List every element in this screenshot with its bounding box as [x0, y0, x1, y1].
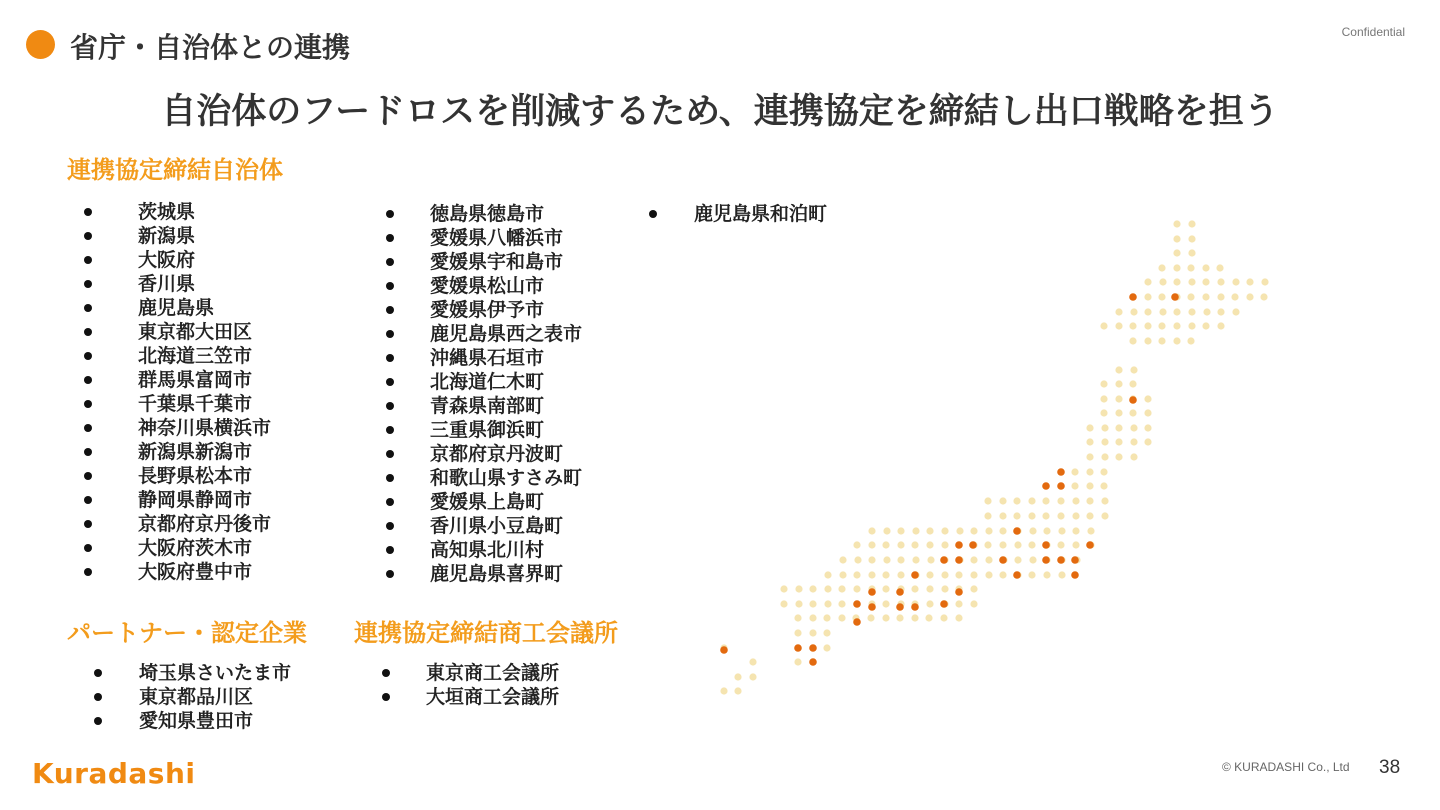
map-dot	[941, 571, 948, 578]
map-dot-highlight	[955, 588, 963, 596]
map-dot	[839, 571, 846, 578]
list-item-label: 千葉県千葉市	[138, 393, 253, 415]
map-dot	[1188, 249, 1195, 256]
map-dot	[749, 658, 756, 665]
list-item-label: 東京商工会議所	[426, 662, 560, 684]
map-dot	[1043, 527, 1050, 534]
map-dot	[897, 571, 904, 578]
map-dot	[1013, 497, 1020, 504]
list-item-label: 新潟県	[138, 225, 196, 247]
map-dot	[1202, 278, 1209, 285]
list-item-label: 群馬県富岡市	[138, 369, 253, 391]
map-dot	[1115, 308, 1122, 315]
map-dot	[984, 512, 991, 519]
map-dot	[926, 541, 933, 548]
map-dot	[1086, 453, 1093, 460]
map-dot-highlight	[1013, 571, 1021, 579]
list-item-label: 愛媛県八幡浜市	[430, 227, 564, 249]
list-item-label: 高知県北川村	[430, 539, 545, 561]
list-item-label: 沖縄県石垣市	[430, 347, 545, 369]
map-dot	[1173, 264, 1180, 271]
map-dot	[795, 600, 802, 607]
map-dot	[1087, 527, 1094, 534]
map-dot-highlight	[911, 603, 919, 611]
map-dot	[868, 541, 875, 548]
list-item-label: 愛媛県上島町	[430, 491, 545, 513]
map-dot	[1115, 380, 1122, 387]
map-dot	[809, 600, 816, 607]
map-dot	[1217, 293, 1224, 300]
map-dot	[720, 687, 727, 694]
map-dot	[956, 527, 963, 534]
list-item-label: 徳島県徳島市	[430, 203, 545, 225]
list-item-label: 大阪府茨木市	[138, 537, 253, 559]
list-item-label: 北海道仁木町	[430, 371, 545, 393]
map-dot-highlight	[940, 600, 948, 608]
map-dot	[1100, 482, 1107, 489]
map-dot	[1029, 527, 1036, 534]
list-item-label: 神奈川県横浜市	[138, 417, 272, 439]
map-dot	[1144, 308, 1151, 315]
map-dot	[955, 614, 962, 621]
list-item-label: 大阪府	[138, 249, 196, 271]
map-dot	[1130, 366, 1137, 373]
map-dot	[1187, 337, 1194, 344]
map-dot	[1144, 322, 1151, 329]
map-dot	[1086, 438, 1093, 445]
map-dot	[1014, 541, 1021, 548]
map-dot	[926, 571, 933, 578]
map-dot-highlight	[1057, 482, 1065, 490]
map-dot	[1057, 541, 1064, 548]
map-dot	[1130, 308, 1137, 315]
map-dot	[927, 556, 934, 563]
list-item-label: 鹿児島県西之表市	[430, 323, 583, 345]
list-item-label: 東京都大田区	[138, 321, 253, 343]
header-title: 省庁・自治体との連携	[70, 31, 351, 64]
map-dot	[1261, 278, 1268, 285]
map-dot-highlight	[896, 588, 904, 596]
map-dot	[823, 644, 830, 651]
partners-heading: パートナー・認定企業	[67, 619, 307, 647]
map-dot	[1202, 264, 1209, 271]
map-dot	[1187, 293, 1194, 300]
map-dot	[970, 585, 977, 592]
list-item-label: 愛媛県松山市	[430, 275, 545, 297]
map-dot	[1101, 497, 1108, 504]
map-dot-highlight	[940, 556, 948, 564]
map-dot	[912, 556, 919, 563]
map-dot	[1028, 571, 1035, 578]
map-dot	[867, 614, 874, 621]
map-dot	[1028, 512, 1035, 519]
map-dot	[1100, 395, 1107, 402]
map-dot	[1173, 322, 1180, 329]
list-item-label: 新潟県新潟市	[138, 441, 253, 463]
map-dot-highlight	[1071, 556, 1079, 564]
map-dot	[1115, 438, 1122, 445]
map-dot	[912, 527, 919, 534]
map-dot	[926, 585, 933, 592]
map-dot	[1216, 264, 1223, 271]
map-dot	[1231, 293, 1238, 300]
map-dot-highlight	[896, 603, 904, 611]
list-item-label: 鹿児島県和泊町	[694, 203, 828, 225]
map-dot	[970, 527, 977, 534]
map-dot	[1158, 322, 1165, 329]
map-dot	[882, 600, 889, 607]
map-dot	[1129, 337, 1136, 344]
map-dot	[1072, 541, 1079, 548]
map-dot	[734, 673, 741, 680]
map-dot	[1101, 512, 1108, 519]
map-dot	[897, 541, 904, 548]
map-dot	[1159, 308, 1166, 315]
map-dot	[1232, 278, 1239, 285]
map-dot	[1115, 424, 1122, 431]
list-item-label: 茨城県	[138, 201, 196, 223]
map-dot	[1188, 308, 1195, 315]
map-dot	[1086, 424, 1093, 431]
map-dot	[985, 527, 992, 534]
map-dot-highlight	[1013, 527, 1021, 535]
map-dot	[794, 614, 801, 621]
map-dot	[882, 571, 889, 578]
map-dot	[897, 556, 904, 563]
map-dot	[1173, 308, 1180, 315]
map-dot	[1130, 424, 1137, 431]
map-dot	[1144, 409, 1151, 416]
list-item-label: 鹿児島県	[138, 297, 215, 319]
map-dot	[838, 600, 845, 607]
map-dot	[780, 585, 787, 592]
map-dot-highlight	[853, 618, 861, 626]
map-dot-highlight	[969, 541, 977, 549]
map-dot	[1144, 337, 1151, 344]
map-dot	[1202, 293, 1209, 300]
page-title: 自治体のフードロスを削減するため、連携協定を締結し出口戦略を担う	[161, 92, 1279, 132]
map-dot	[838, 614, 845, 621]
map-dot	[984, 541, 991, 548]
map-dot	[1071, 468, 1078, 475]
map-dot	[1144, 293, 1151, 300]
map-dot	[1028, 497, 1035, 504]
map-dot	[1042, 512, 1049, 519]
map-dot	[985, 556, 992, 563]
map-dot-highlight	[720, 646, 728, 654]
map-dot	[1115, 453, 1122, 460]
map-dot	[1042, 497, 1049, 504]
map-dot	[1203, 308, 1210, 315]
map-dot	[734, 687, 741, 694]
map-dot	[1159, 278, 1166, 285]
list-item-label: 愛媛県伊予市	[430, 299, 545, 321]
list-item-label: 静岡県静岡市	[138, 489, 253, 511]
map-dot-highlight	[955, 541, 963, 549]
map-dot	[1072, 497, 1079, 504]
map-dot	[1188, 278, 1195, 285]
map-dot-highlight	[999, 556, 1007, 564]
map-dot-highlight	[1057, 468, 1065, 476]
map-dot	[970, 600, 977, 607]
map-dot	[853, 571, 860, 578]
map-dot	[1072, 527, 1079, 534]
map-dot	[824, 571, 831, 578]
map-dot-highlight	[911, 571, 919, 579]
map-dot	[1100, 380, 1107, 387]
map-dot-highlight	[794, 644, 802, 652]
map-dot	[1188, 235, 1195, 242]
map-dot	[1173, 278, 1180, 285]
confidential-label: Confidential	[1341, 25, 1405, 39]
list-item-label: 長野県松本市	[138, 465, 253, 487]
map-dot	[794, 658, 801, 665]
list-item-label: 三重県御浜町	[430, 419, 545, 441]
map-dot-highlight	[809, 644, 817, 652]
map-dot	[853, 541, 860, 548]
map-dot	[1100, 409, 1107, 416]
list-item-label: 愛知県豊田市	[139, 710, 254, 732]
map-dot	[1130, 453, 1137, 460]
map-dot	[868, 527, 875, 534]
map-dot	[985, 571, 992, 578]
map-dot	[809, 629, 816, 636]
map-dot	[1086, 497, 1093, 504]
map-dot-highlight	[868, 603, 876, 611]
map-dot	[955, 600, 962, 607]
map-dot-highlight	[1129, 396, 1137, 404]
map-dot	[1058, 571, 1065, 578]
kuradashi-logo: Kuradashi	[32, 757, 196, 790]
map-dot-highlight	[1171, 293, 1179, 301]
map-dot	[999, 571, 1006, 578]
map-dot	[1246, 278, 1253, 285]
map-dot	[1101, 453, 1108, 460]
map-dot	[1072, 512, 1079, 519]
map-dot-highlight	[1057, 556, 1065, 564]
map-dot	[1071, 482, 1078, 489]
list-item-label: 大阪府豊中市	[138, 561, 253, 583]
map-dot	[1058, 527, 1065, 534]
map-dot	[1144, 395, 1151, 402]
map-dot	[1029, 556, 1036, 563]
map-dot	[1173, 235, 1180, 242]
map-dot	[1173, 337, 1180, 344]
map-dot	[883, 556, 890, 563]
map-dot	[839, 556, 846, 563]
list-item-label: 香川県	[138, 273, 196, 295]
map-dot	[1173, 249, 1180, 256]
map-dot	[1014, 556, 1021, 563]
list-item-label: 青森県南部町	[430, 395, 545, 417]
map-dot	[1101, 424, 1108, 431]
list-item-label: 和歌山県すさみ町	[430, 467, 583, 489]
map-dot	[809, 614, 816, 621]
map-dot	[1129, 322, 1136, 329]
map-dot	[824, 585, 831, 592]
list-item-label: 北海道三笠市	[138, 345, 253, 367]
map-dot	[1057, 497, 1064, 504]
map-dot-highlight	[1129, 293, 1137, 301]
map-dot	[1144, 278, 1151, 285]
map-dot	[1158, 337, 1165, 344]
map-dot	[809, 585, 816, 592]
map-dot	[882, 614, 889, 621]
map-dot	[1144, 424, 1151, 431]
map-dot	[911, 541, 918, 548]
copyright-text: © KURADASHI Co., Ltd	[1222, 760, 1350, 774]
map-dot	[999, 497, 1006, 504]
map-dot	[1028, 541, 1035, 548]
map-dot	[883, 527, 890, 534]
map-dot	[780, 600, 787, 607]
list-item-label: 埼玉県さいたま市	[139, 662, 292, 684]
map-dot	[970, 571, 977, 578]
map-dot	[1086, 482, 1093, 489]
page-number: 38	[1379, 757, 1401, 778]
map-dot	[1057, 512, 1064, 519]
map-dot	[1232, 308, 1239, 315]
map-dot	[897, 527, 904, 534]
map-dot	[1173, 220, 1180, 227]
map-dot	[1246, 293, 1253, 300]
map-dot	[1188, 322, 1195, 329]
map-dot-highlight	[1042, 541, 1050, 549]
list-item-label: 鹿児島県喜界町	[430, 563, 564, 585]
map-dot-highlight	[1042, 556, 1050, 564]
map-dot	[1130, 438, 1137, 445]
map-dot	[941, 527, 948, 534]
map-dot	[854, 556, 861, 563]
map-dot	[1043, 571, 1050, 578]
list-item-label: 京都府京丹後市	[138, 513, 272, 535]
map-dot	[1101, 438, 1108, 445]
map-dot-highlight	[853, 600, 861, 608]
map-dot	[941, 585, 948, 592]
map-dot	[999, 512, 1006, 519]
map-dot	[984, 497, 991, 504]
map-dot	[838, 585, 845, 592]
map-dot	[1129, 380, 1136, 387]
map-dot	[749, 673, 756, 680]
map-dot-highlight	[955, 556, 963, 564]
map-dot	[1202, 322, 1209, 329]
map-dot	[794, 629, 801, 636]
map-dot	[1144, 438, 1151, 445]
map-dot	[1217, 308, 1224, 315]
map-dot	[999, 527, 1006, 534]
map-dot-highlight	[1071, 571, 1079, 579]
map-dot-highlight	[868, 588, 876, 596]
map-dot-highlight	[1042, 482, 1050, 490]
map-dot	[882, 585, 889, 592]
map-dot	[853, 585, 860, 592]
list-item-label: 愛媛県宇和島市	[430, 251, 564, 273]
list-item-label: 京都府京丹波町	[430, 443, 564, 465]
map-dot	[1115, 395, 1122, 402]
map-dot	[940, 614, 947, 621]
map-dot	[1158, 293, 1165, 300]
map-dot	[911, 585, 918, 592]
map-dot	[1100, 322, 1107, 329]
map-dot	[955, 571, 962, 578]
map-dot	[911, 614, 918, 621]
map-dot	[1086, 512, 1093, 519]
chambers-heading: 連携協定締結商工会議所	[354, 619, 618, 647]
map-dot	[1100, 468, 1107, 475]
map-dot	[941, 541, 948, 548]
map-dot	[795, 585, 802, 592]
map-dot	[1158, 264, 1165, 271]
map-dot	[1260, 293, 1267, 300]
map-dot	[999, 541, 1006, 548]
map-dot	[1115, 366, 1122, 373]
map-dot	[1129, 409, 1136, 416]
map-dot-highlight	[1086, 541, 1094, 549]
map-dot	[1013, 512, 1020, 519]
map-dot	[1187, 264, 1194, 271]
map-dot	[882, 541, 889, 548]
municipalities-heading: 連携協定締結自治体	[67, 156, 283, 184]
map-dot	[970, 556, 977, 563]
map-dot	[823, 614, 830, 621]
list-item-label: 大垣商工会議所	[426, 686, 560, 708]
map-dot	[926, 527, 933, 534]
list-item-label: 東京都品川区	[139, 686, 254, 708]
map-dot	[823, 629, 830, 636]
map-dot	[868, 571, 875, 578]
map-dot	[868, 556, 875, 563]
map-dot	[926, 600, 933, 607]
map-dot	[925, 614, 932, 621]
map-dot	[1115, 322, 1122, 329]
map-dot	[896, 614, 903, 621]
list-item-label: 香川県小豆島町	[430, 515, 564, 537]
map-dot	[1217, 322, 1224, 329]
map-dot	[1188, 220, 1195, 227]
map-dot-highlight	[809, 658, 817, 666]
map-dot	[824, 600, 831, 607]
map-dot	[1217, 278, 1224, 285]
map-dot	[1086, 468, 1093, 475]
map-dot	[1115, 409, 1122, 416]
